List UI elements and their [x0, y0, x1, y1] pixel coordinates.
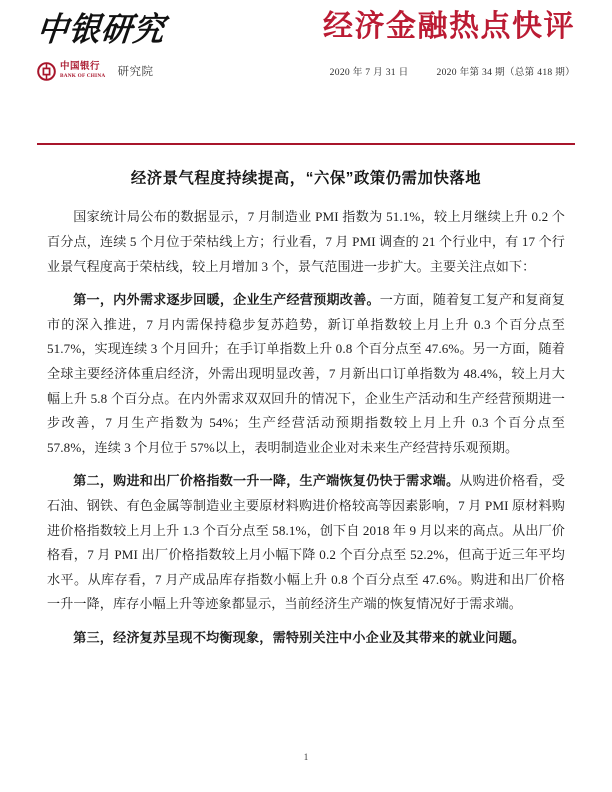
masthead-meta	[330, 64, 575, 78]
paragraph-4-lead: 第三，经济复苏呈现不均衡现象，需特别关注中小企业及其带来的就业问题。	[73, 629, 526, 645]
paragraph-1	[47, 205, 565, 279]
bank-name-en: BANK OF CHINA	[60, 72, 106, 79]
paragraph-spacer	[47, 462, 565, 469]
brand-block	[35, 10, 267, 82]
bank-name-cn: 中国银行	[60, 61, 101, 72]
brand-subline	[37, 60, 267, 82]
paragraph-1-text: 国家统计局公布的数据显示，7 月制造业 PMI 指数为 51.1%，较上月继续上升 0.2 个百分点，连续 5 个月位于荣枯线上方；行业看，7 月 PMI 调查的 21 个行业中，有 17 个行业景气程度高于荣枯线，较上月增加 3 个，景气范围进一步扩大。主要关注点如下：	[47, 209, 565, 274]
article-title: 经济景气程度持续提高，“六保”政策仍需加快落地	[130, 170, 482, 187]
paragraph-3-text: 从购进价格看，受石油、钢铁、有色金属等制造业主要原材料购进价格较高等因素影响，7 月 PMI 原材料购进价格指数较上月上升 1.3 个百分点至 58.1%，创下自 2018 年 9 月以来的高点。从出厂价格看，7 月 PMI 出厂价格指数较上月小幅下降 0.2 个百分点至 52.2%，但高于近三年平均水平。从库存看，7 月产成品库存指数小幅上升 0.8 个百分点至 47.6%。购进和出厂价格一升一降，库存小幅上升等迹象都显示，当前经济生产端的恢复情况好于需求端。	[47, 473, 565, 612]
paragraph-spacer	[47, 281, 565, 288]
publication-date: 2020 年 7 月 31 日	[329, 67, 409, 78]
paragraph-3	[47, 469, 565, 617]
paragraph-2-text: 一方面，随着复工复产和复商复市的深入推进，7 月内需保持稳步复苏趋势，新订单指数较上月上升 0.3 个百分点至 51.7%，实现连续 3 个月回升；在手订单指数上升 0.8 个百分点至 47.6%。另一方面，随着全球主要经济体重启经济，外需出现明显改善，7 月新出口订单指数为 48.4%，较上月大幅上升 5.8 个百分点。在内外需求双双回升的情况下，企业生产活动和生产经营预期进一步改善，7 月生产指数为 54%；生产经营活动预期指数较上月上升 0.3 个百分点至 57.8%，连续 3 个月位于 57%以上，表明制造业企业对未来生产经营持乐观预期。	[47, 292, 565, 455]
issue-number: 2020 年第 34 期（总第 418 期）	[436, 67, 575, 78]
paragraph-3-lead: 第二，购进和出厂价格指数一升一降，生产端恢复仍快于需求端。	[73, 473, 460, 489]
paragraph-4	[47, 626, 565, 651]
paragraph-2-lead: 第一，内外需求逐步回暖，企业生产经营预期改善。	[73, 292, 380, 308]
bank-name-block	[60, 63, 105, 79]
publication-title: 经济金融热点快评	[323, 10, 575, 43]
masthead-divider	[37, 143, 575, 145]
article-body	[47, 168, 565, 653]
paragraph-spacer	[47, 619, 565, 626]
page-number: 1	[303, 752, 309, 762]
masthead	[37, 0, 575, 100]
brand-wordmark: 中银研究	[35, 10, 167, 49]
bank-of-china-logo-icon	[37, 62, 56, 81]
institute-label: 研究院	[117, 66, 154, 78]
paragraph-2	[47, 288, 565, 460]
